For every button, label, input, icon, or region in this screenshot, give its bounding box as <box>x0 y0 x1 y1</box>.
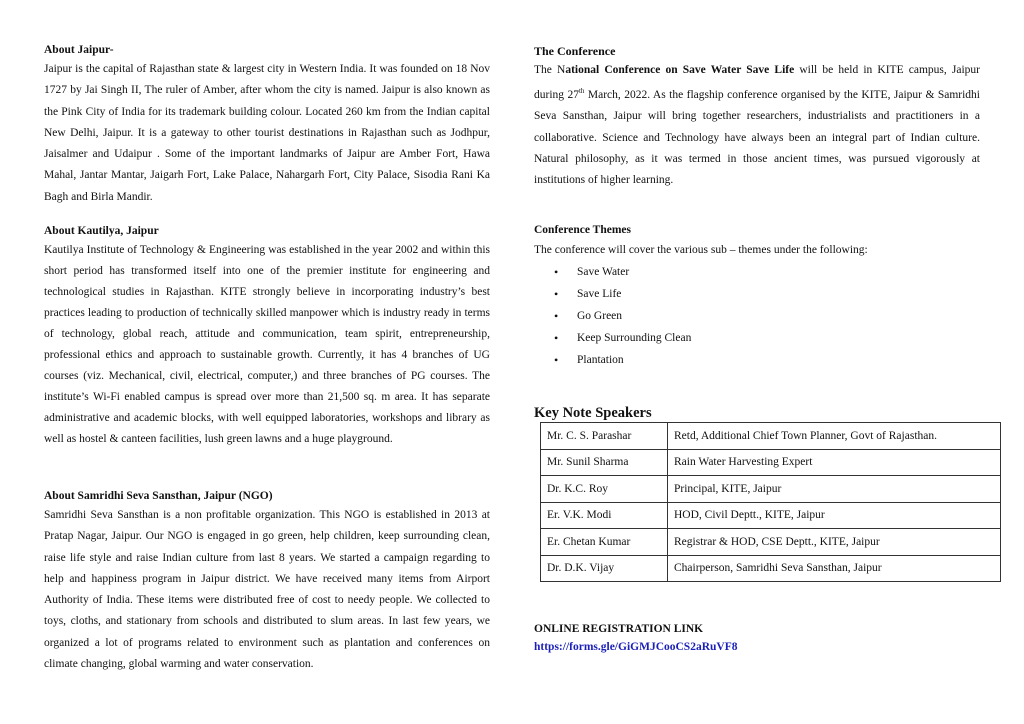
speaker-name: Er. Chetan Kumar <box>541 529 668 556</box>
list-item: • Keep Surrounding Clean <box>534 327 980 349</box>
table-row <box>541 449 1001 476</box>
conference-name: ational Conference on Save Water Save Life <box>565 64 795 76</box>
registration-title: ONLINE REGISTRATION LINK <box>534 623 704 635</box>
about-jaipur-heading: About Jaipur- <box>44 44 114 56</box>
speaker-role: Registrar & HOD, CSE Deptt., KITE, Jaipur <box>668 529 1001 556</box>
registration-link[interactable]: https://forms.gle/GiGMJCooCS2aRuVF8 <box>534 641 738 653</box>
about-samridhi-text: Samridhi Seva Sansthan is a non profitable organization. This NGO is established in 2013 at Pratap Nagar, Jaipur. Our NGO is engaged in go green, help children, keep surrounding clean, raise life style and raise Indian culture from last 8 years. We started a campaign regarding to help and happiness program in Jaipur district. We have received many items from Airport Authority of India. These items were distributed free of cost to needy people. We collected to toys, cloths, and stationary from schools and distributed to slum areas. In last few years, we organized a lot of programs related to environment such as plantation and conferences on climate changing, global warming and water conservation. <box>44 509 490 671</box>
speaker-role: Retd, Additional Chief Town Planner, Govt of Rajasthan. <box>668 423 1001 450</box>
themes-list <box>534 261 980 371</box>
list-item: • Save Water <box>534 261 980 283</box>
conference-text-mid: will be held in KITE campus, Jaipur during 27 <box>534 64 980 102</box>
themes-heading: Conference Themes <box>534 224 631 236</box>
themes-intro: The conference will cover the various sub – themes under the following: <box>534 244 868 256</box>
list-item: • Save Life <box>534 283 980 305</box>
table-row <box>541 423 1001 450</box>
table-row <box>541 555 1001 582</box>
registration-section <box>534 622 980 655</box>
conference-heading: The Conference <box>534 44 616 58</box>
speaker-name: Mr. C. S. Parashar <box>541 423 668 450</box>
about-kautilya-heading: About Kautilya, Jaipur <box>44 225 159 237</box>
speaker-role: Chairperson, Samridhi Seva Sansthan, Jaipur <box>668 555 1001 582</box>
about-jaipur-text: Jaipur is the capital of Rajasthan state & largest city in Western India. It was founded on 18 Nov 1727 by Jai Singh II, The ruler of Amber, after whom the city is named. Jaipur is also known as the Pink City of India for its trademark building colour. Located 260 km from the Indian capital New Delhi, Jaipur. It is a gateway to other tourist destinations in Rajasthan such as Jodhpur, Jaisalmer and Udaipur . Some of the important landmarks of Jaipur are Amber Fort, Hawa Mahal, Jantar Mantar, Jaigarh Fort, Lake Palace, Nahargarh Fort, City Palace, Sisodia Rani Ka Bagh and Birla Mandir. <box>44 63 490 203</box>
about-jaipur-section <box>44 42 490 208</box>
about-kautilya-text: Kautilya Institute of Technology & Engineering was established in the year 2002 and within this short period has transformed itself into one of the premier institute for engineering and technological studies in Rajasthan. KITE strongly believe in incorporating industry’s best practices leading to production of technically skilled manpower which is industry ready in terms of technology, global reach, attitude and communication, team spirit, entrepreneurship, professional ethics and approach to sustainable growth. Currently, it has 4 branches of UG courses (viz. Mechanical, civil, electrical, computer,) and three branches of PG courses. The institute’s Wi-Fi enabled campus is spread over more than 21,500 sq. m area. It has separate administrative and academic blocks, with well equipped laboratories, workshops and library as well as hostel & canteen facilities, lush green lawns and a huge playground. <box>44 244 490 445</box>
speakers-table <box>540 422 1001 582</box>
speaker-name: Dr. D.K. Vijay <box>541 555 668 582</box>
speakers-section <box>534 404 1004 582</box>
speaker-role: Principal, KITE, Jaipur <box>668 476 1001 503</box>
table-row <box>541 476 1001 503</box>
conference-text <box>534 60 980 192</box>
speaker-role: HOD, Civil Deptt., KITE, Jaipur <box>668 502 1001 529</box>
speaker-name: Er. V.K. Modi <box>541 502 668 529</box>
speaker-role: Rain Water Harvesting Expert <box>668 449 1001 476</box>
speakers-title: Key Note Speakers <box>534 405 652 421</box>
speaker-name: Mr. Sunil Sharma <box>541 449 668 476</box>
table-row <box>541 502 1001 529</box>
about-samridhi-section <box>44 488 490 675</box>
table-row <box>541 529 1001 556</box>
about-kautilya-section <box>44 223 490 450</box>
themes-section <box>534 222 980 371</box>
speaker-name: Dr. K.C. Roy <box>541 476 668 503</box>
list-item: • Plantation <box>534 349 980 371</box>
conference-text-start: The N <box>534 64 566 76</box>
list-item: • Go Green <box>534 305 980 327</box>
about-samridhi-heading: About Samridhi Seva Sansthan, Jaipur (NGO) <box>44 490 273 502</box>
conference-text-end: March, 2022. As the flagship conference organised by the KITE, Jaipur & Samridhi Seva Sansthan, Jaipur will bring together researchers, industrialists and practitioners in a collaborative. Science and Technology have always been an integral part of Indian culture. Natural philosophy, as it was termed in those ancient times, was pursued vigorously at institutions of higher learning. <box>534 89 981 187</box>
conference-section <box>534 43 980 192</box>
conference-date-suffix: th <box>578 87 585 96</box>
